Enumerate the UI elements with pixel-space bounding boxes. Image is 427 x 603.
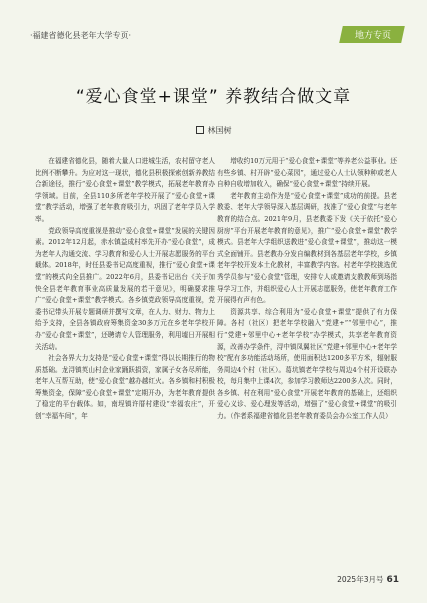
article-title: “爱心食堂+课堂” 养教结合做文章 (75, 87, 352, 107)
issue-label: 2025年3月号 (337, 575, 384, 584)
page-footer (337, 574, 399, 585)
paragraph: 增收约10万元用于“爱心食堂+课堂”等养老公益事业。还有些乡镇、村开辟“爱心菜园”，通过爱心人士认领种种或老人自种自收增加收入，确保“爱心食堂+课堂”持续开展。 (217, 157, 397, 189)
author-box-icon (196, 126, 204, 134)
article-column-left (35, 156, 215, 423)
page-header (0, 0, 427, 46)
paragraph: 资源共享、综合利用为“爱心食堂+课堂”提供了有力保障。各村（社区）把老年学校融入“党建+”“邻里中心”，推行“党建+邻里中心+老年学校”办学模式，共享老年教育资源，改善办学条件，浔中镇凤翼社区“党建+邻里中心+老年学校”配有多功能活动场所，使用面积达1200多平方米，辐射服务周边4个村（社区）。葛坑镇老年学校与周边4个村开设联办校，每月集中上课4次，参加学习教师达2200多人次。同时，各乡镇、村在利用“爱心食堂”开展老年教育的基础上，还组织爱心义诊、爱心理发等活动，增强了“爱心食堂+课堂”的吸引力。（作者系福建省德化县老年教育委员会办公室工作人员） (217, 307, 397, 421)
paragraph: 老年教育主动作为是“爱心食堂+课堂”成功的前提。县老教委、老年大学领导深入基层调研，找准了“爱心食堂”与老年教育的结合点。2021年9月，县老教委下发《关于依托“爱心厨房”平台开展老年教育的意见》，推广“爱心食堂+课堂”教学模式。县老年大学组织送教进“爱心食堂+课堂”，推动这一模式全面铺开。县老教办分发自编教材到各基层老年学校，乡镇老年学校开发本土化教材，丰富教学内容。村老年学校挑选优秀学员参与“爱心食堂”管理，安排专人或邀请支教教师到场指导学习工作，并组织爱心人士开展志愿服务，使老年教育工作开展得有声有色。 (217, 191, 397, 305)
paragraph: 党政领导高度重视是推动“爱心食堂+课堂”发展的关键因素。2012年12月起，赤水镇益成村率先开办“爱心食堂”，成为老年人沟通交流、学习教育和爱心人士开展志愿服务的平台载体。2018年，时任县委书记高度重视，推行“爱心食堂+课堂”的模式向全县推广。2022年6月，县委书记出台《关于加快全县老年教育事业高质量发展的若干意见》，明确要求推广“爱心食堂+课堂”教学模式。各乡镇党政领导高度重视，党委书记带头开展专题调研并撰写文章，在人力、财力、物力上给予支持，全县各镇政府筹集资金30多万元在乡老年学校开办“爱心食堂+课堂”，还聘请专人管理服务，利用墟日开展相关活动。 (35, 226, 215, 351)
section-badge (339, 26, 405, 43)
section-badge-label: 地方专页 (354, 31, 391, 41)
paragraph: 在福建省德化县，随着大量人口进城生活，农村留守老人比例不断攀升。为应对这一现状，德化县积极探索创新养教结合新途径，推行“爱心食堂+课堂”教学模式，拓展老年教育办学领域。目前，全县110多所老年学校开展了“爱心食堂+课堂”教学活动，增强了老年教育吸引力，巩固了老年学员入学率。 (35, 157, 215, 223)
article-column-right (217, 156, 397, 423)
author-name: 林国树 (207, 126, 232, 135)
article-author (0, 125, 427, 136)
section-label: ·福建省德化县老年大学专页· (30, 31, 132, 40)
page-number: 61 (386, 575, 399, 585)
paragraph: 社会各界大力支持是“爱心食堂+课堂”得以长期推行的物质基础。龙浔镇英山村企业家踊跃捐资，家属子女各尽所能，老年人互帮互助，使“爱心食堂”越办越红火。各乡镇和村积极筹集资金，保障“爱心食堂+课堂”定期开办，为老年教育提供了稳定的平台载体。如，南埕镇许厝村建设“幸福农庄”，开创“幸福车间”，年 (35, 354, 215, 421)
